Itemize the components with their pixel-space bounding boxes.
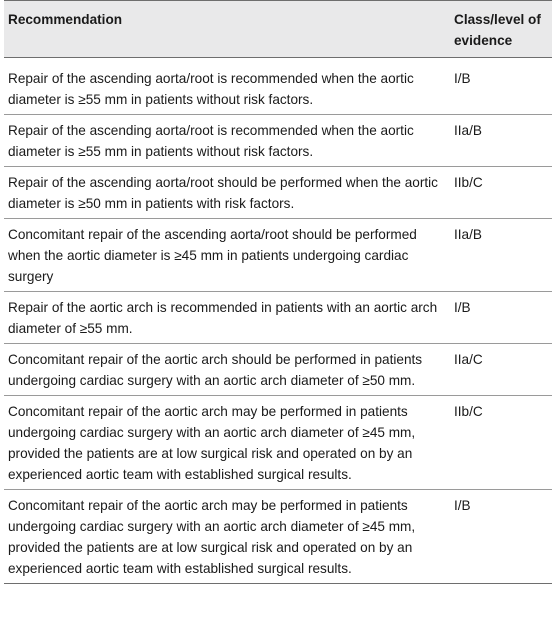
cell-recommendation: Concomitant repair of the aortic arch may be performed in patients undergoing cardiac surgery with an aortic arch diameter of ≥45 mm, provided the patients are at low surgical risk and operated on by an experienced aortic team with established surgical results. (4, 396, 450, 490)
cell-class-level: IIa/B (450, 219, 552, 292)
cell-recommendation: Repair of the ascending aorta/root is recommended when the aortic diameter is ≥55 mm in patients without risk factors. (4, 115, 450, 167)
cell-recommendation: Repair of the ascending aorta/root is recommended when the aortic diameter is ≥55 mm in patients without risk factors. (4, 58, 450, 115)
header-class-level: Class/level of evidence (450, 1, 552, 58)
cell-class-level: IIb/C (450, 167, 552, 219)
table-header (4, 1, 552, 58)
table-row (4, 396, 552, 490)
cell-class-level: IIa/C (450, 344, 552, 396)
table-row (4, 115, 552, 167)
table-row (4, 219, 552, 292)
recommendations-table (4, 0, 552, 584)
table-row (4, 58, 552, 115)
cell-recommendation: Concomitant repair of the aortic arch may be performed in patients undergoing cardiac surgery with an aortic arch diameter of ≥45 mm, provided the patients are at low surgical risk and operated on by an experienced aortic team with established surgical results. (4, 490, 450, 584)
cell-recommendation: Repair of the aortic arch is recommended in patients with an aortic arch diameter of ≥55 mm. (4, 292, 450, 344)
cell-class-level: IIa/B (450, 115, 552, 167)
table-row (4, 344, 552, 396)
recommendations-table-container (4, 0, 552, 584)
cell-recommendation: Repair of the ascending aorta/root should be performed when the aortic diameter is ≥50 mm in patients with risk factors. (4, 167, 450, 219)
table-row (4, 167, 552, 219)
cell-class-level: IIb/C (450, 396, 552, 490)
header-recommendation: Recommendation (4, 1, 450, 58)
cell-recommendation: Concomitant repair of the aortic arch should be performed in patients undergoing cardiac surgery with an aortic arch diameter of ≥50 mm. (4, 344, 450, 396)
cell-recommendation: Concomitant repair of the ascending aorta/root should be performed when the aortic diameter is ≥45 mm in patients undergoing cardiac surgery (4, 219, 450, 292)
header-row (4, 1, 552, 58)
table-row (4, 490, 552, 584)
cell-class-level: I/B (450, 58, 552, 115)
cell-class-level: I/B (450, 292, 552, 344)
table-row (4, 292, 552, 344)
table-body (4, 58, 552, 584)
cell-class-level: I/B (450, 490, 552, 584)
